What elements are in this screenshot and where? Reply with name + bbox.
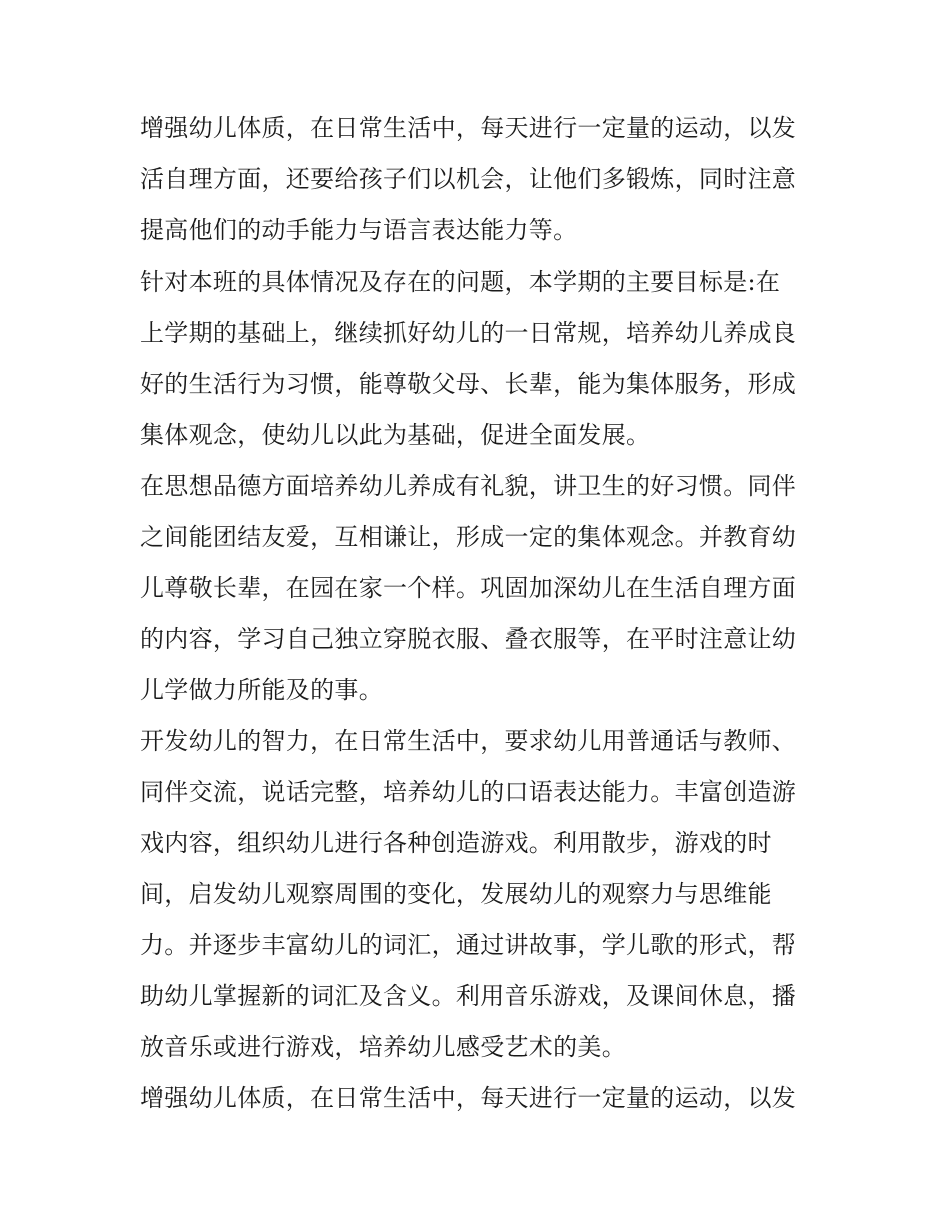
text-line: 针对本班的具体情况及存在的问题，本学期的主要目标是:在	[140, 268, 781, 296]
text-line: 助幼儿掌握新的词汇及含义。利用音乐游戏，及课间休息，播	[140, 982, 797, 1010]
text-line: 儿尊敬长辈，在园在家一个样。巩固加深幼儿在生活自理方面	[140, 574, 797, 602]
text-line: 戏内容，组织幼儿进行各种创造游戏。利用散步，游戏的时	[140, 829, 772, 857]
text-line: 的内容，学习自己独立穿脱衣服、叠衣服等，在平时注意让幼	[140, 625, 797, 653]
text-line: 儿学做力所能及的事。	[140, 676, 383, 704]
text-line: 集体观念，使幼儿以此为基础，促进全面发展。	[140, 421, 651, 449]
text-line: 开发幼儿的智力，在日常生活中，要求幼儿用普通话与教师、	[140, 727, 797, 755]
text-line: 在思想品德方面培养幼儿养成有礼貌，讲卫生的好习惯。同伴	[140, 472, 797, 500]
text-line: 放音乐或进行游戏，培养幼儿感受艺术的美。	[140, 1033, 626, 1061]
text-line: 好的生活行为习惯，能尊敬父母、长辈，能为集体服务，形成	[140, 370, 797, 398]
text-line: 同伴交流，说话完整，培养幼儿的口语表达能力。丰富创造游	[140, 778, 797, 806]
text-line: 之间能团结友爱，互相谦让，形成一定的集体观念。并教育幼	[140, 523, 797, 551]
text-line: 增强幼儿体质，在日常生活中，每天进行一定量的运动，以发	[140, 1084, 797, 1112]
text-line: 间，启发幼儿观察周围的变化，发展幼儿的观察力与思维能	[140, 880, 772, 908]
text-line: 增强幼儿体质，在日常生活中，每天进行一定量的运动，以发	[140, 114, 797, 142]
text-line: 提高他们的动手能力与语言表达能力等。	[140, 216, 578, 244]
text-line: 活自理方面，还要给孩子们以机会，让他们多锻炼，同时注意	[140, 165, 797, 193]
text-line: 上学期的基础上，继续抓好幼儿的一日常规，培养幼儿养成良	[140, 319, 797, 347]
text-line: 力。并逐步丰富幼儿的词汇，通过讲故事，学儿歌的形式，帮	[140, 931, 797, 959]
